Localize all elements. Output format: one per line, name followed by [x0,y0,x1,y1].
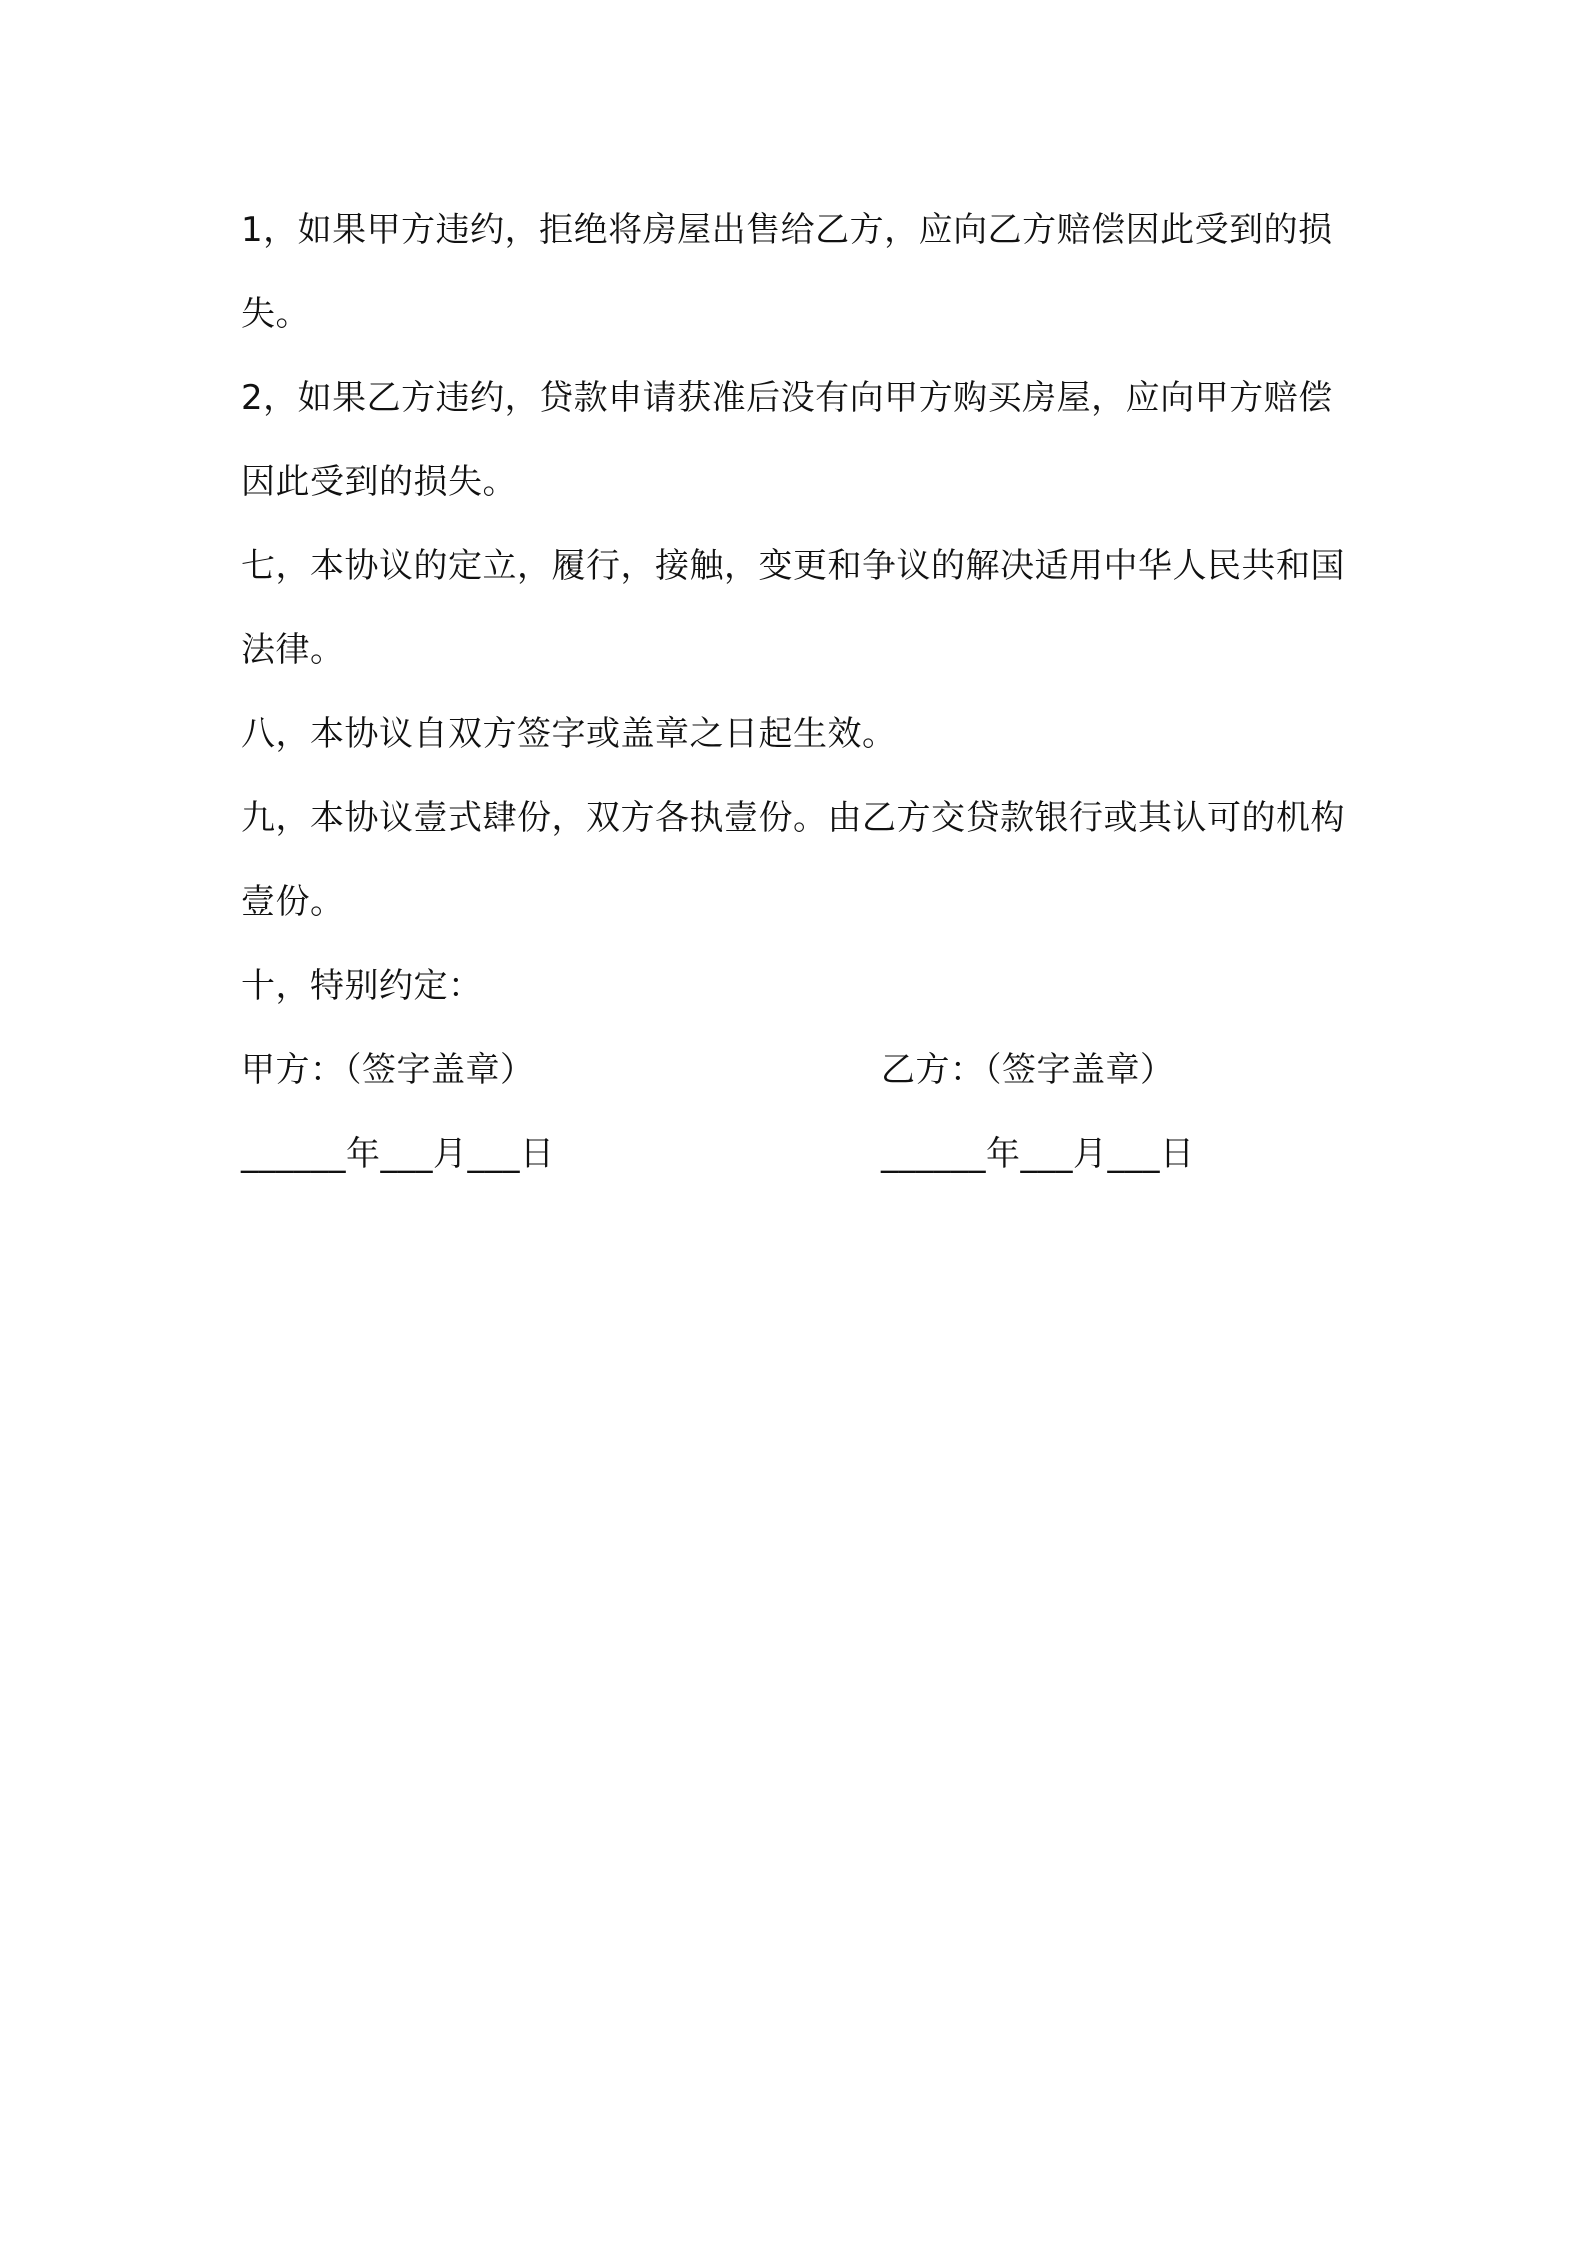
clause-paragraph-9: 九，本协议壹式肆份，双方各执壹份。由乙方交贷款银行或其认可的机构壹份。 [241,798,1345,922]
clause-paragraph-7: 七，本协议的定立，履行，接触，变更和争议的解决适用中华人民共和国法律。 [241,546,1345,670]
clause-paragraph-10: 十，特别约定： [241,966,483,1006]
clause-paragraph-2: 2，如果乙方违约，贷款申请获准后没有向甲方购买房屋，应向甲方赔偿因此受到的损失。 [241,378,1333,502]
party-a-signature-label: 甲方：（签字盖章） [241,1050,535,1090]
clause-paragraph-1: 1，如果甲方违约，拒绝将房屋出售给乙方，应向乙方赔偿因此受到的损失。 [241,210,1333,334]
party-b-date-line: ______年___月___日 [881,1134,1195,1174]
party-b-signature-label: 乙方：（签字盖章） [881,1050,1175,1090]
clause-paragraph-8: 八，本协议自双方签字或盖章之日起生效。 [241,714,897,754]
party-a-date-line: ______年___月___日 [241,1134,555,1174]
